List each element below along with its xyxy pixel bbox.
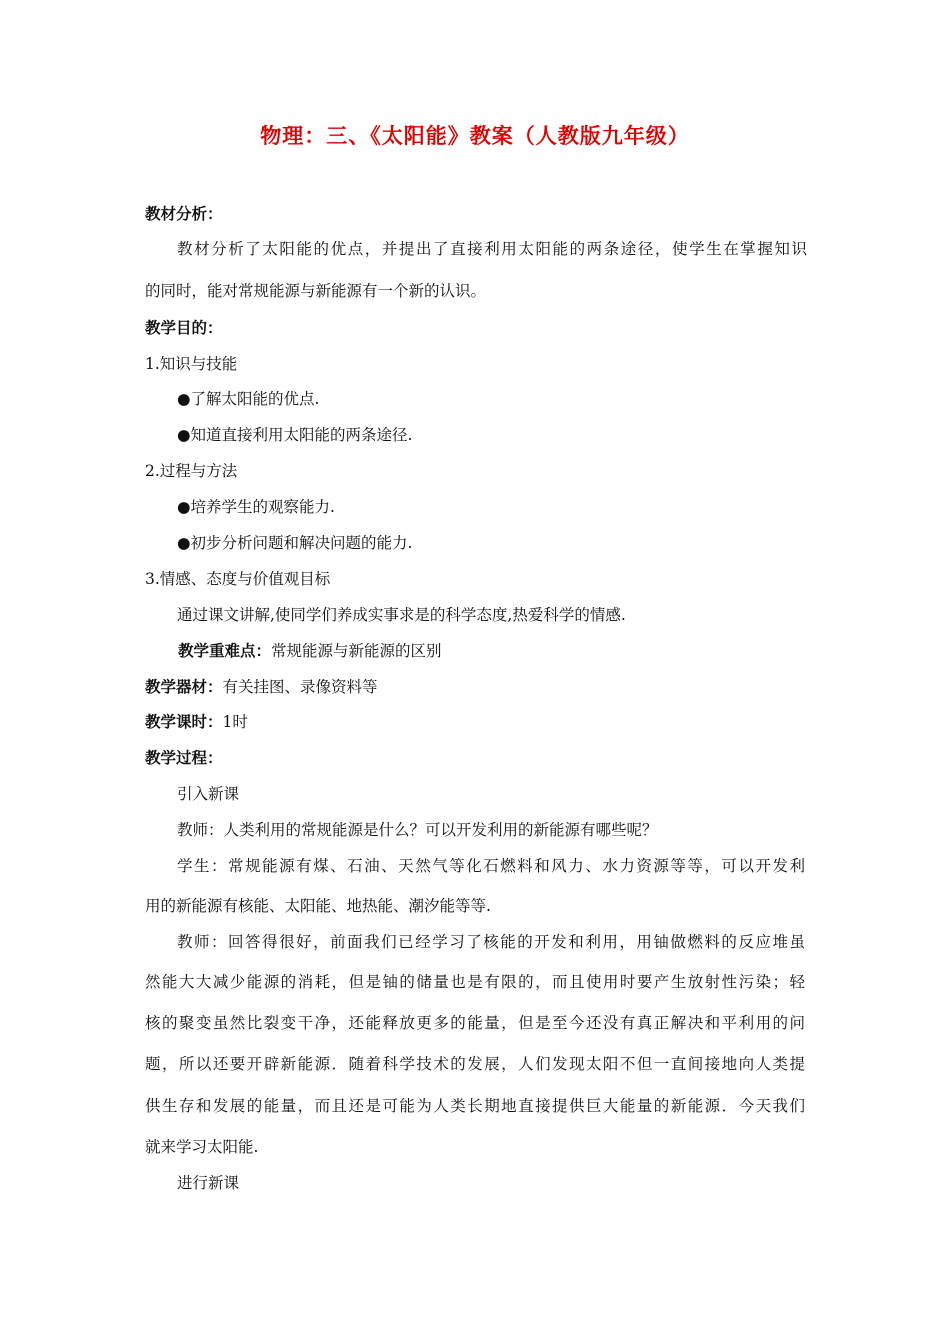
teacher-reply-line: 就来学习太阳能. [145, 1138, 259, 1156]
objective-bullet: ●知道直接利用太阳能的两条途径. [177, 426, 413, 444]
process-next: 进行新课 [177, 1174, 240, 1192]
hours-line [145, 711, 815, 733]
objective-label: 1.知识与技能 [145, 355, 238, 373]
key-points-heading: 教学重难点： [178, 642, 272, 660]
objective-bullet: ●培养学生的观察能力. [177, 498, 335, 516]
key-points-line [178, 640, 848, 662]
equipment-heading: 教学器材： [145, 678, 223, 696]
student-answer-line: 用的新能源有核能、太阳能、地热能、潮汐能等等. [145, 897, 491, 915]
teacher-reply-line: 供生存和发展的能量，而且还是可能为人类长期地直接提供巨大能量的新能源．今天我们 [145, 1097, 805, 1115]
hours-text: 1时 [222, 713, 248, 731]
key-points-text: 常规能源与新能源的区别 [271, 642, 442, 660]
teacher-reply-line: 然能大大减少能源的消耗，但是铀的储量也是有限的，而且使用时要产生放射性污染；轻 [145, 973, 805, 991]
equipment-text: 有关挂图、录像资料等 [222, 678, 378, 696]
objective-bullet: ●了解太阳能的优点. [177, 390, 320, 408]
paragraph-line: 教材分析了太阳能的优点，并提出了直接利用太阳能的两条途径，使学生在掌握知识 [177, 240, 807, 258]
process-intro: 引入新课 [177, 785, 240, 803]
teacher-reply-line: 题，所以还要开辟新能源．随着科学技术的发展，人们发现太阳不但一直间接地向人类提 [145, 1055, 805, 1073]
student-answer-line: 学生：常规能源有煤、石油、天然气等化石燃料和风力、水力资源等等，可以开发利 [177, 857, 805, 875]
heading-objectives: 教学目的： [145, 319, 223, 337]
paragraph-line: 的同时，能对常规能源与新能源有一个新的认识。 [145, 282, 487, 300]
objective-bullet: ●初步分析问题和解决问题的能力. [177, 534, 413, 552]
teacher-reply-line: 核的聚变虽然比裂变干净，还能释放更多的能量，但是至今还没有真正解决和平利用的问 [145, 1014, 805, 1032]
page-title: 物理：三、《太阳能》教案（人教版九年级） [260, 124, 690, 148]
teacher-reply-line: 教师：回答得很好，前面我们已经学习了核能的开发和利用，用铀做燃料的反应堆虽 [177, 933, 805, 951]
objective-text: 通过课文讲解,使同学们养成实事求是的科学态度,热爱科学的情感. [177, 606, 626, 624]
heading-material-analysis: 教材分析： [145, 205, 223, 223]
equipment-line [145, 676, 815, 698]
objective-label: 3.情感、态度与价值观目标 [145, 570, 331, 588]
objective-label: 2.过程与方法 [145, 462, 238, 480]
hours-heading: 教学课时： [145, 713, 223, 731]
heading-process: 教学过程： [145, 749, 223, 767]
teacher-question: 教师：人类利用的常规能源是什么？可以开发利用的新能源有哪些呢？ [177, 821, 658, 839]
